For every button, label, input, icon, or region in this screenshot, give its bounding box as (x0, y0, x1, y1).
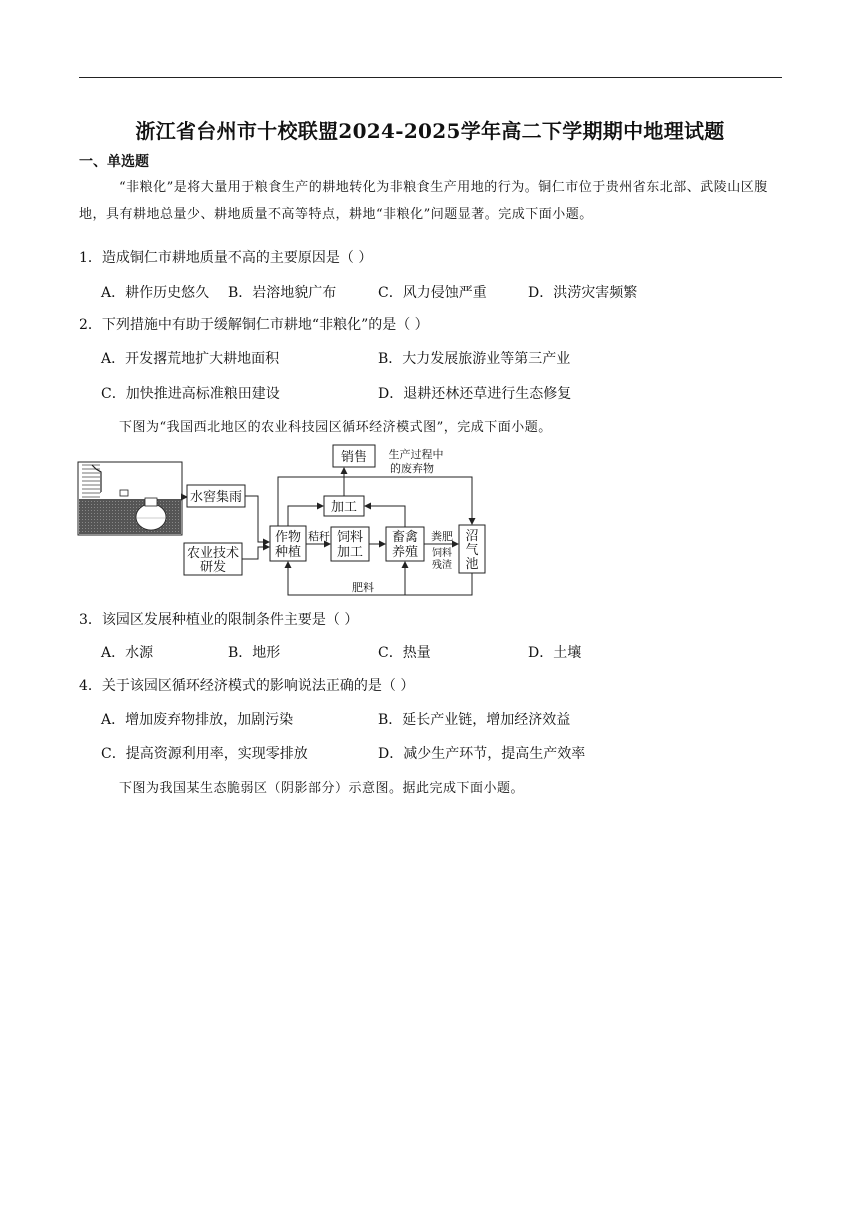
question-2-option-d[interactable]: D．退耕还林还草进行生态修复 (378, 386, 572, 402)
label-waste-1: 生产过程中 (388, 448, 444, 461)
question-3-option-b[interactable]: B．地形 (228, 645, 281, 661)
question-2-option-a[interactable]: A．开发撂荒地扩大耕地面积 (101, 351, 280, 367)
passage-3-intro: 下图为我国某生态脆弱区（阴影部分）示意图。据此完成下面小题。 (119, 781, 525, 796)
question-3-option-a[interactable]: A．水源 (101, 645, 154, 661)
question-2-stem: 2．下列措施中有助于缓解铜仁市耕地“非粮化”的是（ ） (79, 317, 429, 333)
label-agtech-2: 研发 (199, 560, 227, 575)
label-biogas-2: 气 (465, 543, 479, 558)
label-residue-1: 饲料 (432, 548, 452, 559)
label-straw: 秸秆 (308, 530, 330, 543)
question-4-stem: 4．关于该园区循环经济模式的影响说法正确的是（ ） (79, 678, 415, 694)
question-4-option-c[interactable]: C．提高资源利用率，实现零排放 (101, 746, 308, 762)
label-manure: 粪肥 (431, 530, 453, 543)
header-rule (79, 77, 782, 78)
question-3-option-c[interactable]: C．热量 (378, 645, 431, 661)
question-3-option-d[interactable]: D．土壤 (528, 645, 582, 661)
question-2-option-b[interactable]: B．大力发展旅游业等第三产业 (378, 351, 571, 367)
question-1-option-b[interactable]: B．岩溶地貌广布 (228, 285, 337, 301)
question-1-option-c[interactable]: C．风力侵蚀严重 (378, 285, 487, 301)
section-heading: 一、单选题 (79, 154, 149, 170)
passage-2-intro: 下图为“我国西北地区的农业科技园区循环经济模式图”，完成下面小题。 (119, 420, 552, 435)
question-2-option-c[interactable]: C．加快推进高标准粮田建设 (101, 386, 280, 402)
label-crop-2: 种植 (274, 545, 302, 560)
question-3-stem: 3．该园区发展种植业的限制条件主要是（ ） (79, 612, 359, 628)
label-agtech-1: 农业技术 (186, 546, 240, 561)
label-livestock-2: 养殖 (391, 545, 419, 560)
circular-economy-diagram (76, 441, 496, 601)
label-fertilizer: 肥料 (352, 581, 374, 594)
passage-1: “非粮化”是将大量用于粮食生产的耕地转化为非粮食生产用地的行为。铜仁市位于贵州省东北部、武陵山区腹地，具有耕地总量少、耕地质量不高等特点，耕地“非粮化”问题显著。完成下面小题。 (79, 180, 768, 222)
label-biogas-3: 池 (465, 557, 479, 572)
label-sales: 销售 (340, 450, 368, 465)
rain-cellar-illustration (78, 462, 182, 535)
label-crop-1: 作物 (274, 530, 302, 545)
label-livestock-1: 畜禽 (391, 530, 419, 545)
label-processing: 加工 (330, 500, 358, 515)
question-4-option-d[interactable]: D．减少生产环节，提高生产效率 (378, 746, 586, 762)
label-residue-2: 残渣 (432, 560, 452, 571)
page-title: 浙江省台州市十校联盟2024-2025学年高二下学期期中地理试题 (135, 119, 725, 143)
label-feed-1: 饲料 (336, 530, 364, 545)
label-feed-2: 加工 (336, 545, 364, 560)
label-biogas-1: 沼 (465, 529, 479, 544)
question-1-stem: 1．造成铜仁市耕地质量不高的主要原因是（ ） (79, 250, 373, 266)
label-rain-cellar: 水窖集雨 (189, 490, 243, 505)
question-4-option-b[interactable]: B．延长产业链，增加经济效益 (378, 712, 571, 728)
question-1-option-a[interactable]: A．耕作历史悠久 (101, 285, 210, 301)
label-waste-2: 的废弃物 (390, 462, 434, 475)
question-4-option-a[interactable]: A．增加废弃物排放，加剧污染 (101, 712, 294, 728)
question-1-option-d[interactable]: D．洪涝灾害频繁 (528, 285, 638, 301)
